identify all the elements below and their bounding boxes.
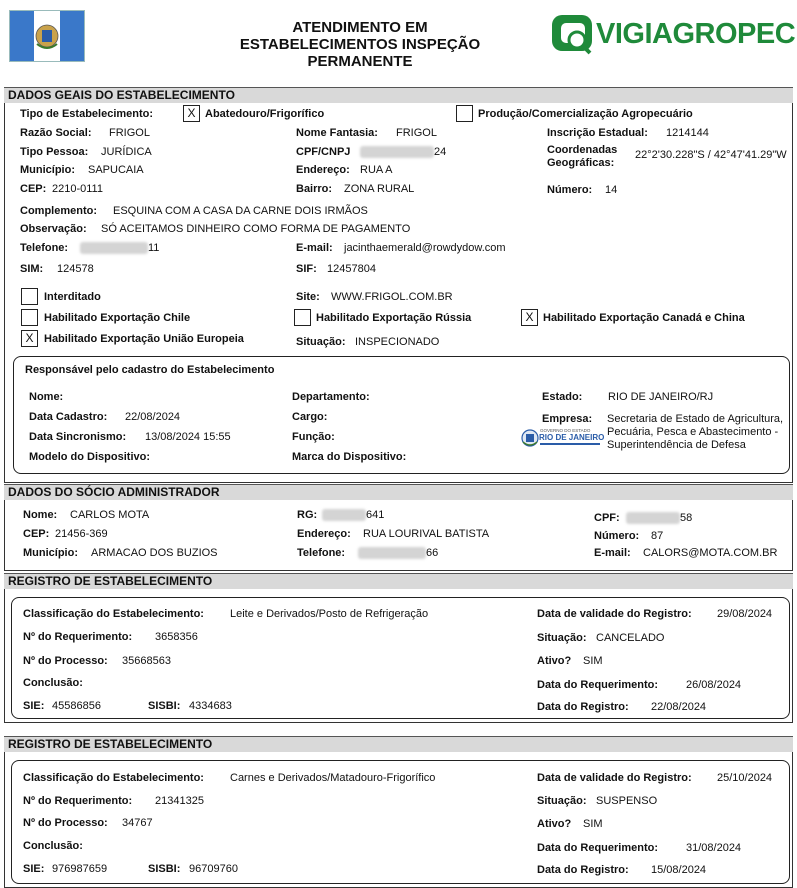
reg1-sie-label: SIE: [23, 700, 45, 712]
reg1-ativo-value: SIM [583, 655, 603, 667]
telefone-value: 11 [148, 242, 160, 254]
sif-value: 12457804 [327, 263, 376, 275]
abatedouro-label: Abatedouro/Frigorífico [205, 108, 325, 120]
reg2-validade-value: 25/10/2024 [717, 772, 773, 784]
socio-nome-value: CARLOS MOTA [70, 509, 150, 521]
reg2-requerimento-value: 21341325 [155, 795, 204, 807]
tipo-pessoa-label: Tipo Pessoa: [20, 146, 89, 158]
reg1-classificacao-label: Classificação do Estabelecimento: [23, 608, 204, 620]
socio-rg-value: 641 [366, 509, 385, 521]
redacted-telefone [80, 242, 148, 254]
redacted-rg [322, 509, 366, 521]
resp-data-cadastro-label: Data Cadastro: [29, 411, 108, 423]
producao-checkbox[interactable] [456, 105, 473, 122]
sim-value: 124578 [57, 263, 94, 275]
reg2-processo-value: 34767 [122, 817, 153, 829]
uniao-europeia-checkbox[interactable]: X [21, 330, 38, 347]
numero-label: Número: [547, 184, 593, 196]
situacao-label: Situação: [296, 336, 346, 348]
socio-cpf-value: 58 [680, 512, 693, 524]
resp-modelo-label: Modelo do Dispositivo: [29, 451, 150, 463]
tipo-pessoa-value: JURÍDICA [101, 146, 152, 158]
reg2-requerimento-label: Nº do Requerimento: [23, 795, 133, 807]
cep-value: 2210-0111 [52, 183, 103, 195]
inscricao-label: Inscrição Estadual: [547, 127, 648, 139]
coordenadas-value: 22°2'30.228"S / 42°47'41.29"W [635, 149, 787, 161]
reg1-requerimento-label: Nº do Requerimento: [23, 631, 133, 643]
socio-endereco-value: RUA LOURIVAL BATISTA [363, 528, 490, 540]
reg2-processo-label: Nº do Processo: [23, 817, 108, 829]
tipo-label: Tipo de Estabelecimento: [20, 108, 154, 120]
fantasia-label: Nome Fantasia: [296, 127, 378, 139]
reg1-processo-value: 35668563 [122, 655, 171, 667]
reg2-data-req-value: 31/08/2024 [686, 842, 742, 854]
numero-value: 14 [605, 184, 618, 196]
complemento-value: ESQUINA COM A CASA DA CARNE DOIS IRMÃOS [113, 205, 368, 217]
abatedouro-checkbox[interactable]: X [183, 105, 200, 122]
resp-estado-label: Estado: [542, 391, 583, 403]
reg2-classificacao-label: Classificação do Estabelecimento: [23, 772, 204, 784]
socio-numero-label: Número: [594, 530, 640, 542]
resp-empresa-label: Empresa: [542, 413, 593, 425]
email-value[interactable]: jacinthaemerald@rowdydow.com [344, 242, 506, 254]
resp-data-sinc-label: Data Sincronismo: [29, 431, 127, 443]
chile-label: Habilitado Exportação Chile [44, 312, 191, 324]
reg1-validade-label: Data de validade do Registro: [537, 608, 692, 620]
socio-municipio-label: Município: [23, 547, 78, 559]
resp-departamento-label: Departamento: [292, 391, 370, 403]
socio-nome-label: Nome: [23, 509, 58, 521]
reg2-sie-label: SIE: [23, 863, 45, 875]
reg2-validade-label: Data de validade do Registro: [537, 772, 692, 784]
situacao-value: INSPECIONADO [355, 336, 440, 348]
uniao-europeia-label: Habilitado Exportação União Europeia [44, 333, 244, 345]
site-value[interactable]: WWW.FRIGOL.COM.BR [331, 291, 453, 303]
cpfcnpj-label: CPF/CNPJ [296, 146, 351, 158]
section-dados-estabelecimento: DADOS GEAIS DO ESTABELECIMENTO [4, 87, 793, 103]
reg2-situacao-value: SUSPENSO [596, 795, 658, 807]
fantasia-value: FRIGOL [396, 127, 437, 139]
reg2-sisbi-value: 96709760 [189, 863, 238, 875]
redacted-cpf [626, 512, 680, 524]
socio-cpf-label: CPF: [594, 512, 620, 524]
reg1-data-reg-value: 22/08/2024 [651, 701, 707, 713]
resp-data-cadastro-value: 22/08/2024 [125, 411, 181, 423]
reg1-situacao-value: CANCELADO [596, 632, 665, 644]
rio-de-janeiro-flag [9, 10, 85, 62]
socio-cep-value: 21456-369 [55, 528, 108, 540]
socio-email-value[interactable]: CALORS@MOTA.COM.BR [643, 547, 778, 559]
reg2-classificacao-value: Carnes e Derivados/Matadouro-Frigorífico [230, 772, 436, 784]
reg2-ativo-label: Ativo? [537, 818, 572, 830]
reg1-conclusao-label: Conclusão: [23, 677, 83, 689]
reg1-sie-value: 45586856 [52, 700, 101, 712]
observacao-label: Observação: [20, 223, 87, 235]
socio-endereco-label: Endereço: [297, 528, 351, 540]
endereco-label: Endereço: [296, 164, 350, 176]
interditado-label: Interditado [44, 291, 101, 303]
reg2-data-reg-value: 15/08/2024 [651, 864, 707, 876]
bairro-label: Bairro: [296, 183, 333, 195]
page-title: ATENDIMENTO EM ESTABELECIMENTOS INSPEÇÃO PERMANENTE [239, 19, 481, 70]
reg1-data-req-label: Data do Requerimento: [537, 679, 659, 691]
reg1-sisbi-label: SISBI: [148, 700, 181, 712]
socio-numero-value: 87 [651, 530, 664, 542]
resp-cargo-label: Cargo: [292, 411, 328, 423]
reg1-ativo-label: Ativo? [537, 655, 572, 667]
cep-label: CEP: [20, 183, 47, 195]
razao-value: FRIGOL [109, 127, 150, 139]
chile-checkbox[interactable] [21, 309, 38, 326]
resp-empresa-value: Secretaria de Estado de Agricultura, Pecuária, Pesca e Abastecimento - Superintendência de Defesa [607, 413, 784, 451]
sif-label: SIF: [296, 263, 317, 275]
socio-telefone-value: 66 [426, 547, 439, 559]
reg2-situacao-label: Situação: [537, 795, 587, 807]
interditado-checkbox[interactable] [21, 288, 38, 305]
resp-estado-value: RIO DE JANEIRO/RJ [608, 391, 714, 403]
razao-label: Razão Social: [20, 127, 92, 139]
section-registro: REGISTRO DE ESTABELECIMENTO [4, 573, 793, 589]
coordenadas-label: Coordenadas Geográficas: [547, 144, 618, 169]
socio-municipio-value: ARMACAO DOS BUZIOS [91, 547, 218, 559]
governo-rj-logo: GOVERNO DO ESTADO RIO DE JANEIRO [520, 427, 604, 451]
canada-china-checkbox[interactable]: X [521, 309, 538, 326]
socio-cep-label: CEP: [23, 528, 50, 540]
responsavel-title: Responsável pelo cadastro do Estabelecimento [25, 364, 275, 376]
vigiagropec-logo-text: VIGIAGROPEC [596, 18, 796, 50]
redacted-cnpj [360, 146, 434, 158]
email-label: E-mail: [296, 242, 333, 254]
socio-email-label: E-mail: [594, 547, 631, 559]
russia-checkbox[interactable] [294, 309, 311, 326]
complemento-label: Complemento: [20, 205, 97, 217]
reg1-processo-label: Nº do Processo: [23, 655, 108, 667]
producao-label: Produção/Comercialização Agropecuário [478, 108, 693, 120]
reg1-situacao-label: Situação: [537, 632, 587, 644]
reg2-ativo-value: SIM [583, 818, 603, 830]
reg1-validade-value: 29/08/2024 [717, 608, 773, 620]
russia-label: Habilitado Exportação Rússia [316, 312, 472, 324]
reg1-data-reg-label: Data do Registro: [537, 701, 629, 713]
telefone-label: Telefone: [20, 242, 69, 254]
reg2-data-req-label: Data do Requerimento: [537, 842, 659, 854]
bairro-value: ZONA RURAL [344, 183, 415, 195]
redacted-telefone [358, 547, 426, 559]
reg2-data-reg-label: Data do Registro: [537, 864, 629, 876]
inscricao-value: 1214144 [666, 127, 709, 139]
reg1-sisbi-value: 4334683 [189, 700, 232, 712]
reg2-sisbi-label: SISBI: [148, 863, 181, 875]
reg2-conclusao-label: Conclusão: [23, 840, 83, 852]
resp-funcao-label: Função: [292, 431, 335, 443]
socio-telefone-label: Telefone: [297, 547, 346, 559]
cpfcnpj-value: 24 [434, 146, 447, 158]
municipio-value: SAPUCAIA [88, 164, 144, 176]
endereco-value: RUA A [360, 164, 393, 176]
resp-data-sinc-value: 13/08/2024 15:55 [145, 431, 231, 443]
reg1-classificacao-value: Leite e Derivados/Posto de Refrigeração [230, 608, 429, 620]
section-registro: REGISTRO DE ESTABELECIMENTO [4, 736, 793, 752]
resp-marca-label: Marca do Dispositivo: [292, 451, 407, 463]
site-label: Site: [296, 291, 320, 303]
observacao-value: SÓ ACEITAMOS DINHEIRO COMO FORMA DE PAGAMENTO [101, 223, 411, 235]
reg2-sie-value: 976987659 [52, 863, 108, 875]
resp-nome-label: Nome: [29, 391, 64, 403]
reg1-requerimento-value: 3658356 [155, 631, 198, 643]
socio-rg-label: RG: [297, 509, 318, 521]
sim-label: SIM: [20, 263, 44, 275]
canada-china-label: Habilitado Exportação Canadá e China [543, 312, 745, 324]
reg1-data-req-value: 26/08/2024 [686, 679, 742, 691]
municipio-label: Município: [20, 164, 75, 176]
section-socio: DADOS DO SÓCIO ADMINISTRADOR [4, 484, 793, 500]
vigiagropec-logo [550, 12, 596, 59]
